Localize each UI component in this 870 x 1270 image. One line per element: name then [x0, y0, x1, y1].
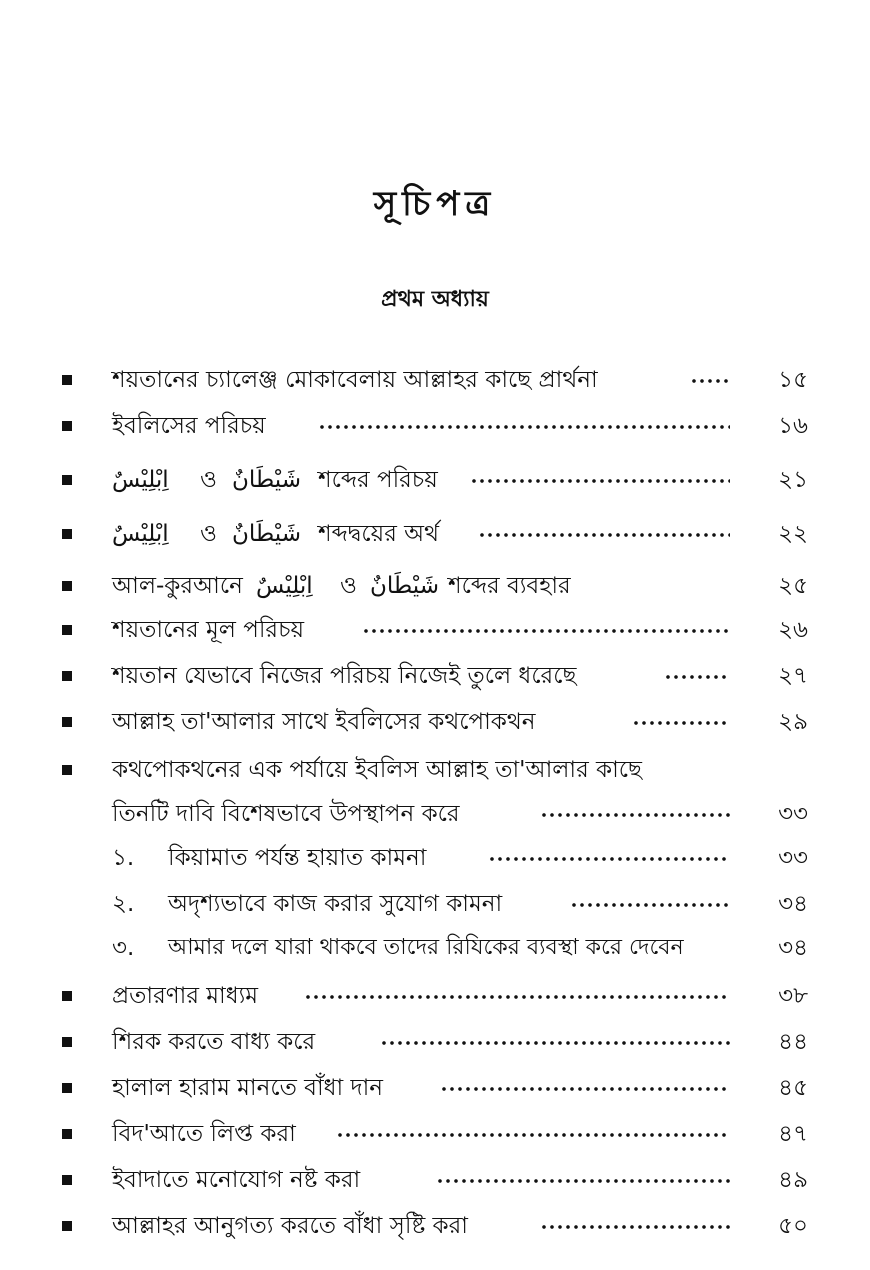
- toc-entry-text: ও: [200, 467, 217, 493]
- bullet-icon: [62, 1129, 72, 1139]
- toc-entry-text: শব্দের ব্যবহার: [448, 573, 571, 599]
- toc-entry-continuation: [0, 794, 870, 834]
- toc-page-number: ৪৯: [778, 1167, 808, 1193]
- toc-entry: [0, 460, 870, 500]
- dot-leader: [570, 902, 730, 908]
- toc-entry-text: ও: [200, 521, 217, 547]
- toc-subentry: [0, 928, 870, 968]
- dot-leader: [470, 478, 730, 484]
- bullet-icon: [62, 1175, 72, 1185]
- toc-entry-text: শয়তানের মূল পরিচয়: [112, 617, 305, 643]
- toc-entry-text: তিনটি দাবি বিশেষভাবে উপস্থাপন করে: [112, 801, 460, 827]
- dot-leader: [336, 1132, 730, 1138]
- toc-page-number: ২৬: [778, 617, 808, 643]
- toc-entry-text: ইবলিসের পরিচয়: [112, 413, 266, 439]
- arabic-shaitan: شَيْطَانٌ: [232, 467, 301, 493]
- toc-entry-text: আল্লাহ তা'আলার সাথে ইবলিসের কথপোকথন: [112, 709, 536, 735]
- toc-entry-text: শব্দের পরিচয়: [318, 467, 438, 493]
- toc-page-number: ৩৪: [778, 891, 808, 917]
- toc-entry: [0, 1114, 870, 1154]
- toc-entry: [0, 1022, 870, 1062]
- toc-subentry: [0, 884, 870, 924]
- arabic-shaitan: شَيْطَانٌ: [232, 521, 301, 547]
- toc-page-number: ৩৩: [778, 845, 808, 871]
- arabic-iblis: اِبْلِيْسٌ: [112, 467, 169, 493]
- bullet-icon: [62, 1221, 72, 1231]
- toc-entry: [0, 514, 870, 554]
- dot-leader: [540, 1224, 730, 1230]
- arabic-iblis: اِبْلِيْسٌ: [256, 573, 313, 599]
- toc-entry-text: কথপোকথনের এক পর্যায়ে ইবলিস আল্লাহ তা'আলার কাছে: [112, 757, 642, 783]
- toc-page-number: ২১: [778, 467, 808, 493]
- subentry-number: ১.: [112, 845, 135, 871]
- subentry-number: ২.: [112, 891, 135, 917]
- dot-leader: [362, 628, 730, 634]
- toc-page-number: ১৫: [778, 367, 808, 393]
- dot-leader: [304, 994, 730, 1000]
- toc-entry-text: অদৃশ্যভাবে কাজ করার সুযোগ কামনা: [168, 891, 503, 917]
- toc-entry: [0, 360, 870, 400]
- toc-page-number: ২২: [778, 521, 808, 547]
- toc-entry-text: প্রতারণার মাধ্যম: [112, 983, 259, 1009]
- toc-entry-text: হালাল হারাম মানতে বাঁধা দান: [112, 1075, 383, 1101]
- bullet-icon: [62, 475, 72, 485]
- toc-entry-text: শব্দদ্বয়ের অর্থ: [318, 521, 439, 547]
- bullet-icon: [62, 625, 72, 635]
- bullet-icon: [62, 375, 72, 385]
- bullet-icon: [62, 581, 72, 591]
- toc-page-number: ৪৭: [778, 1121, 808, 1147]
- toc-entry: [0, 610, 870, 650]
- toc-page-number: ২৯: [778, 709, 808, 735]
- toc-page-number: ৪৪: [778, 1029, 808, 1055]
- toc-page-number: ৫০: [778, 1213, 808, 1239]
- toc-entry: [0, 1160, 870, 1200]
- toc-entry: [0, 406, 870, 446]
- dot-leader: [632, 720, 730, 726]
- toc-entry-text: কিয়ামাত পর্যন্ত হায়াত কামনা: [168, 845, 427, 871]
- subentry-number: ৩.: [112, 935, 135, 961]
- toc-entry-text: শিরক করতে বাধ্য করে: [112, 1029, 316, 1055]
- toc-page-number: ৩৪: [778, 935, 808, 961]
- arabic-shaitan: شَيْطَانٌ: [370, 573, 439, 599]
- toc-entry: [0, 1068, 870, 1108]
- toc-entry: [0, 702, 870, 742]
- toc-entry: [0, 750, 870, 790]
- bullet-icon: [62, 717, 72, 727]
- dot-leader: [664, 674, 730, 680]
- toc-entry-text: আল্লাহর আনুগত্য করতে বাঁধা সৃষ্টি করা: [112, 1213, 468, 1239]
- toc-page-number: ১৬: [778, 413, 808, 439]
- toc-entry: [0, 656, 870, 696]
- bullet-icon: [62, 1037, 72, 1047]
- toc-entry-text: শয়তান যেভাবে নিজের পরিচয় নিজেই তুলে ধরেছে: [112, 663, 577, 689]
- bullet-icon: [62, 421, 72, 431]
- toc-page-number: ৩৮: [778, 983, 808, 1009]
- toc-page-number: ২৭: [778, 663, 808, 689]
- dot-leader: [436, 1178, 730, 1184]
- toc-entry: [0, 976, 870, 1016]
- toc-entry-text: শয়তানের চ্যালেঞ্জ মোকাবেলায় আল্লাহর কাছে প্রার্থনা: [112, 367, 598, 393]
- toc-entry-text: আল-কুরআনে: [112, 573, 243, 599]
- toc-entry-text: বিদ'আতে লিপ্ত করা: [112, 1121, 296, 1147]
- dot-leader: [540, 812, 730, 818]
- dot-leader: [318, 424, 730, 430]
- dot-leader: [478, 532, 730, 538]
- arabic-iblis: اِبْلِيْسٌ: [112, 521, 169, 547]
- dot-leader: [488, 856, 730, 862]
- page-title: সূচিপত্র: [373, 184, 497, 224]
- bullet-icon: [62, 765, 72, 775]
- dot-leader: [440, 1086, 730, 1092]
- toc-entry: [0, 1206, 870, 1246]
- toc-page-number: ৩৩: [778, 801, 808, 827]
- bullet-icon: [62, 671, 72, 681]
- bullet-icon: [62, 991, 72, 1001]
- chapter-heading: প্রথম অধ্যায়: [381, 287, 489, 312]
- dot-leader: [380, 1040, 730, 1046]
- bullet-icon: [62, 529, 72, 539]
- toc-page-number: ২৫: [778, 573, 808, 599]
- toc-page-number: ৪৫: [778, 1075, 808, 1101]
- dot-leader: [690, 378, 730, 384]
- toc-entry-text: আমার দলে যারা থাকবে তাদের রিযিকের ব্যবস্থা করে দেবেন: [168, 935, 684, 960]
- toc-entry: [0, 566, 870, 606]
- toc-entry-text: ইবাদাতে মনোযোগ নষ্ট করা: [112, 1167, 361, 1193]
- bullet-icon: [62, 1083, 72, 1093]
- toc-entry-text: ও: [340, 573, 357, 599]
- toc-subentry: [0, 838, 870, 878]
